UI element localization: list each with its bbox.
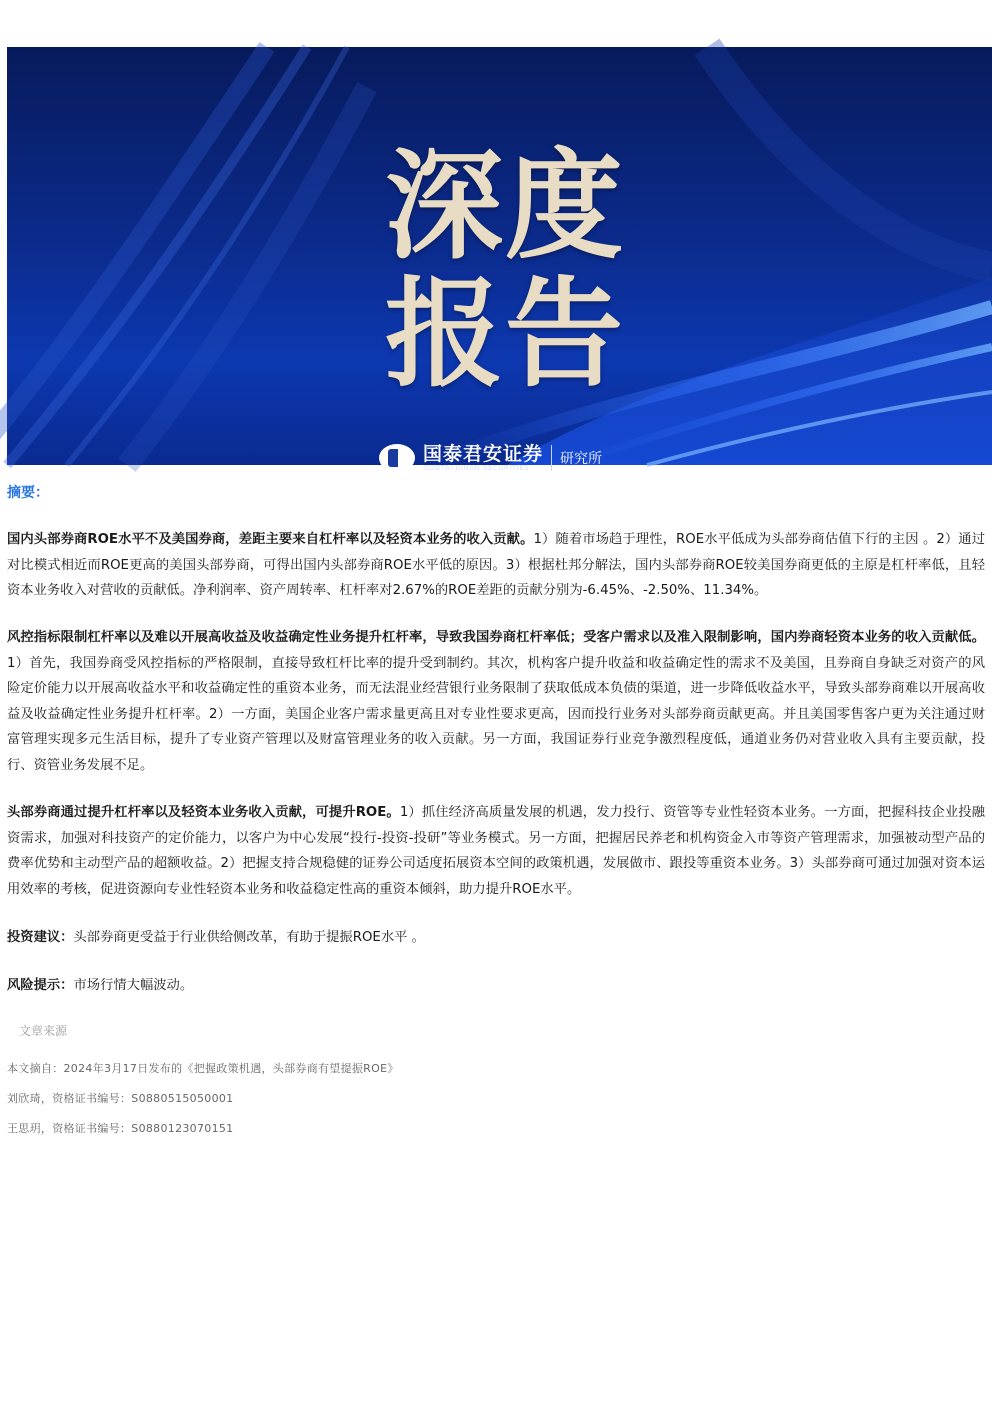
- paragraph-2-lead: 风控指标限制杠杆率以及难以开展高收益及收益确定性业务提升杠杆率，导致我国券商杠杆率低；受客户需求以及准入限制影响，国内券商轻资本业务的收入贡献低。: [7, 630, 985, 645]
- analyst-2: 王思玥，资格证书编号：S0880123070151: [7, 1122, 234, 1135]
- paragraph-1-lead: 国内头部券商ROE水平不及美国券商，差距主要来自杠杆率以及轻资本业务的收入贡献。: [7, 532, 534, 547]
- paragraph-2: [7, 625, 985, 778]
- brand-dept: 研究所: [560, 451, 603, 467]
- source-label: 文章来源: [19, 1024, 68, 1038]
- investment-advice-text: 头部券商更受益于行业供给侧改革，有助于提振ROE水平 。: [73, 930, 425, 945]
- brand-name-cn: 国泰君安证券: [423, 442, 544, 465]
- source-citation: 本文摘自：2024年3月17日发布的《把握政策机遇，头部券商有望提振ROE》: [7, 1062, 399, 1075]
- brand-divider: [551, 445, 552, 471]
- report-banner: [7, 47, 992, 472]
- brand-name-en: GUOTAI JUNAN SECURITIES: [423, 463, 530, 472]
- brand-lockup: [379, 440, 602, 476]
- risk-warning: [7, 973, 193, 999]
- paragraph-3: [7, 800, 985, 902]
- risk-warning-label: 风险提示：: [7, 978, 74, 993]
- investment-advice-label: 投资建议：: [7, 930, 74, 945]
- paragraph-2-body: 1）首先，我国券商受风控指标的严格限制，直接导致杠杆比率的提升受到制约。其次，机构客户提升收益和收益确定性的需求不及美国，且券商自身缺乏对资产的风险定价能力以开展高收益水平和收益确定性的重资本业务，而无法混业经营银行业务限制了获取低成本负债的渠道，进一步降低收益水平，导致头部券商难以开展高收益及收益确定性业务提升杠杆率。2）一方面，美国企业客户需求量更高且对专业性要求更高，因而投行业务对头部券商贡献更高。并且美国零售客户更为关注通过财富管理实现多元生活目标，提升了专业资产管理以及财富管理业务的收入贡献。另一方面，我国证券行业竞争激烈程度低，通道业务仍对营业收入具有主要贡献，投行、资管业务发展不足。: [7, 655, 985, 773]
- paragraph-1: [7, 527, 985, 604]
- abstract-label: 摘要：: [7, 485, 49, 501]
- paragraph-3-lead: 头部券商通过提升杠杆率以及轻资本业务收入贡献，可提升ROE。: [7, 805, 400, 820]
- banner-title: [385, 136, 645, 403]
- paragraph-1-body: 1）随着市场趋于理性，ROE水平低成为头部券商估值下行的主因 。2）通过对比模式相近而ROE更高的美国头部券商，可得出国内头部券商ROE水平低的原因。3）根据杜邦分解法，国内头部券商ROE较美国券商更低的主原是杠杆率低，且轻资本业务收入对营收的贡献低。净利润率、资产周转率、杠杆率对2.67%的ROE差距的贡献分别为-6.45%、-2.50%、11.34%。: [7, 532, 985, 598]
- article-body: [7, 482, 986, 1135]
- brand-logo-icon: [379, 444, 415, 472]
- investment-advice: [7, 925, 425, 951]
- banner-title-line1: 深度: [385, 136, 626, 275]
- banner-title-line2: 报告: [385, 264, 626, 403]
- paragraph-3-body: 1）抓住经济高质量发展的机遇，发力投行、资管等专业性轻资本业务。一方面，把握科技企业投融资需求，加强对科技资产的定价能力，以客户为中心发展“投行-投资-投研”等业务模式。另一方面，把握居民养老和机构资金入市等资产管理需求，加强被动型产品的费率优势和主动型产品的超额收益。2）把握支持合规稳健的证券公司适度拓展资本空间的政策机遇，发展做市、跟投等重资本业务。3）头部券商可通过加强对资本运用效率的考核，促进资源向专业性轻资本业务和收益稳定性高的重资本倾斜，助力提升ROE水平。: [7, 805, 986, 897]
- risk-warning-text: 市场行情大幅波动。: [73, 978, 194, 993]
- brand-name: [423, 444, 543, 473]
- analyst-1: 刘欣琦，资格证书编号：S0880515050001: [7, 1092, 234, 1105]
